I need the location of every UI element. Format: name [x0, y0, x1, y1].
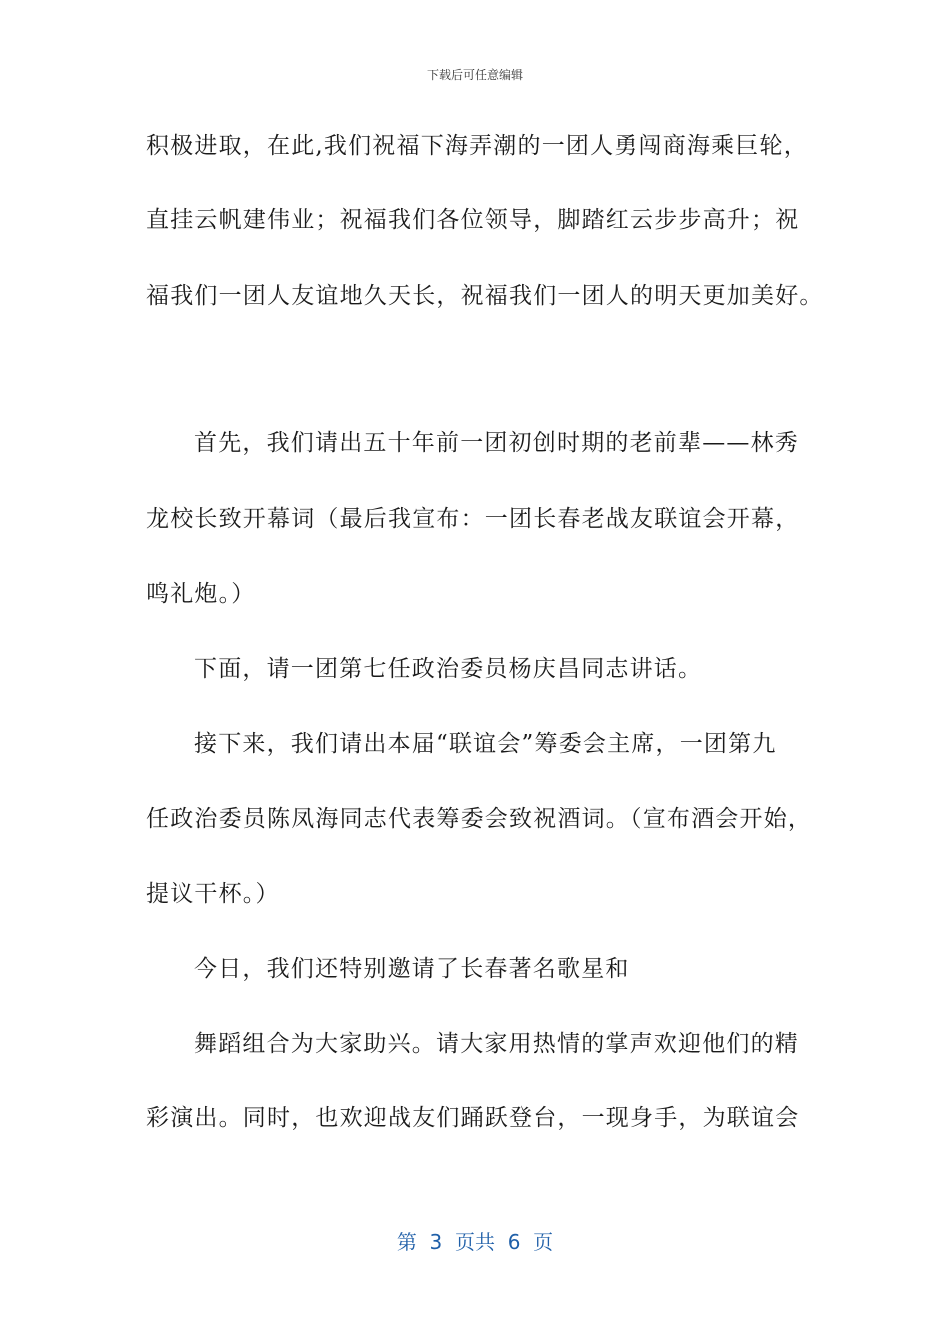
body-line: 任政治委员陈凤海同志代表筹委会致祝酒词。（宣布酒会开始， — [146, 806, 813, 832]
page-header: 下载后可任意编辑 — [426, 68, 523, 82]
body-line: 接下来，我们请出本届“联谊会”筹委会主席，一团第九 — [194, 731, 777, 757]
body-line: 龙校长致开幕词（最后我宣布：一团长春老战友联谊会开幕， — [146, 506, 800, 532]
body-line: 直挂云帆建伟业；祝福我们各位领导，脚踏红云步步高升；祝 — [146, 207, 800, 233]
body-line: 积极进取，在此,我们祝福下海弄潮的一团人勇闯商海乘巨轮， — [146, 133, 808, 159]
page-number: 第 3 页共 6 页 — [396, 1230, 554, 1254]
body-line: 今日，我们还特别邀请了长春著名歌星和 — [194, 956, 630, 982]
body-line: 提议干杯。） — [146, 881, 280, 907]
body-line: 鸣礼炮。） — [146, 581, 256, 607]
body-line: 彩演出。同时，也欢迎战友们踊跃登台，一现身手，为联谊会 — [146, 1105, 800, 1131]
body-line: 福我们一团人友谊地久天长，祝福我们一团人的明天更加美好。 — [146, 283, 824, 309]
body-line: 首先，我们请出五十年前一团初创时期的老前辈——林秀 — [194, 430, 799, 456]
body-line: 舞蹈组合为大家助兴。请大家用热情的掌声欢迎他们的精 — [194, 1031, 799, 1057]
body-line: 下面，请一团第七任政治委员杨庆昌同志讲话。 — [194, 656, 703, 682]
